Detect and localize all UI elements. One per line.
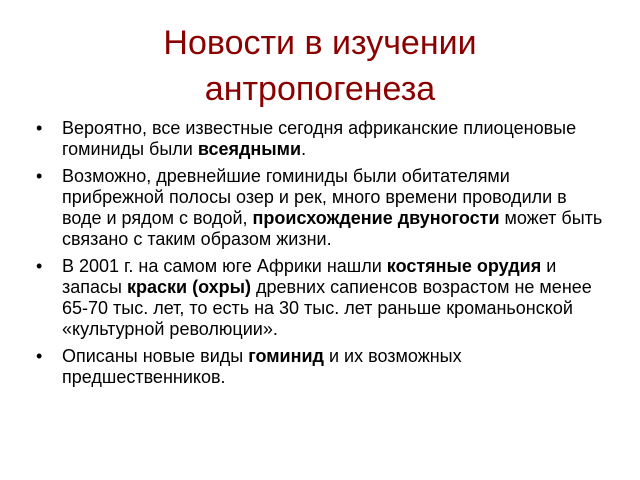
bullet-marker: • — [36, 346, 43, 366]
bullet-marker: • — [36, 118, 43, 138]
title-line-2: антропогенеза — [204, 70, 436, 108]
bullet-text: древних сапиенсов возрастом не менее 65-70 тыс. лет, то есть на 30 тыс. лет раньше кроманьонской «культурной революции». — [62, 277, 592, 339]
bullet-text: Возможно, древнейшие гоминиды были обитателями прибрежной полосы озер и рек, много времени проводили в воде и рядом с водой, — [62, 166, 567, 228]
bullet-text: . — [301, 139, 307, 159]
bullet-marker: • — [36, 166, 43, 186]
bullet-text: В 2001 г. на самом юге Африки нашли — [62, 256, 387, 276]
bullet-bold-text: происхождение двуногости — [252, 208, 500, 228]
slide-title — [40, 20, 600, 112]
bullet-bold-text: всеядными — [197, 139, 302, 159]
title-line-1: Новости в изучении — [163, 24, 477, 62]
bullet-text: может быть связано с таким образом жизни. — [62, 208, 603, 249]
bullet-text: и их возможных предшественников. — [62, 346, 462, 387]
bullet-marker: • — [36, 256, 43, 276]
bullet-text: Описаны новые виды — [62, 346, 249, 366]
bullet-item-1 — [30, 118, 608, 160]
bullet-item-2 — [30, 166, 608, 250]
bullet-list — [30, 118, 608, 394]
bullet-text: Вероятно, все известные сегодня африканские плиоценовые гоминиды были — [62, 118, 577, 159]
bullet-item-3 — [30, 256, 608, 340]
bullet-text: и запасы — [62, 256, 557, 297]
bullet-bold-text: краски (охры) — [126, 277, 251, 297]
bullet-item-4 — [30, 346, 608, 388]
bullet-bold-text: костяные орудия — [386, 256, 542, 276]
bullet-bold-text: гоминид — [248, 346, 324, 366]
